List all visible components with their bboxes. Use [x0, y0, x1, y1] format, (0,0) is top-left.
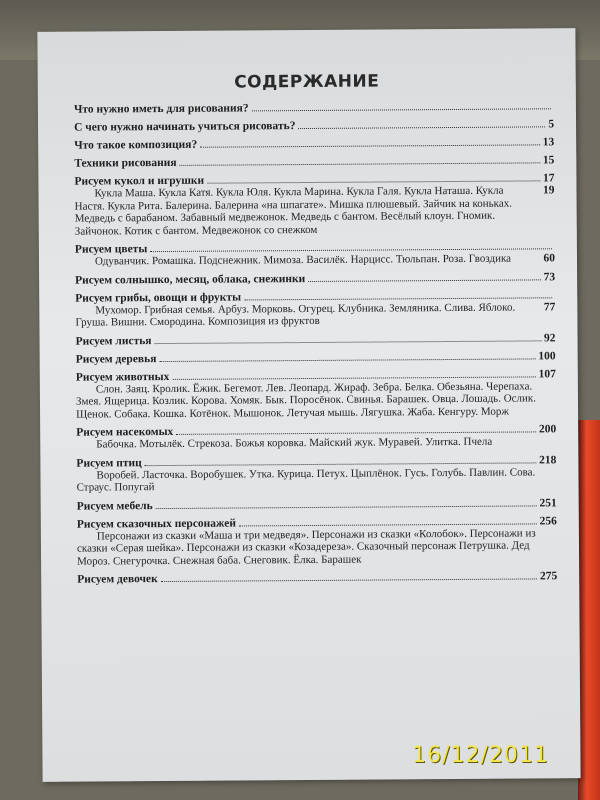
toc-heading-row [76, 350, 556, 365]
toc-body-row [77, 527, 557, 568]
toc-subitems: Бабочка. Мотылёк. Стрекоза. Божья коровка. Майский жук. Муравей. Улитка. Пчела [96, 435, 493, 451]
toc-heading: Рисуем сказочных персонажей [76, 517, 236, 531]
toc-heading-row [77, 570, 557, 585]
toc-heading: Рисуем насекомых [76, 425, 174, 439]
toc-entry [76, 350, 556, 365]
dot-leader [252, 108, 551, 111]
table-of-contents [74, 100, 557, 591]
toc-page-number: 107 [538, 367, 556, 380]
toc-heading-row [74, 100, 554, 115]
toc-subitems: Мухомор. Грибная семья. Арбуз. Морковь. Огурец. Клубника. Земляника. Слива. Яблоко. Груша. Вишни. Смородина. Композиция из фруктов [75, 301, 516, 329]
toc-entry [76, 454, 556, 494]
dot-leader [239, 523, 537, 526]
toc-page-number: 13 [542, 136, 555, 149]
toc-entry [75, 240, 555, 268]
page-title: СОДЕРЖАНИЕ [234, 71, 380, 93]
toc-entry [74, 118, 554, 133]
dot-leader [159, 358, 535, 362]
toc-heading-row [76, 332, 556, 347]
dot-leader [145, 462, 536, 466]
toc-page-number: 100 [538, 349, 556, 362]
toc-heading: Техники рисования [74, 156, 177, 170]
toc-subpage-number: 60 [543, 252, 556, 265]
toc-entry [77, 515, 557, 568]
toc-subitems: Слон. Заяц. Кролик. Ёжик. Бегемот. Лев. Леопард. Жираф. Зебра. Белка. Обезьяна. Черепаха. Змея. Ящерица. Козлик. Корова. Хомяк. Бык. Поросёнок. Свинья. Барашек. Овца. Лошадь. Ослик. Щенок. Собака. Кошка. Котёнок. Мышонок. Летучая мышь. Лягушка. Жаба. Кенгуру. Морж [75, 379, 537, 421]
toc-entry [77, 570, 557, 585]
toc-heading: Рисуем листья [75, 334, 152, 348]
toc-subpage-number: 77 [543, 300, 556, 313]
toc-subitems: Персонажи из сказки «Маша и три медведя». Персонажи из сказки «Колобок». Персонажи из сказки «Серая шейка». Персонажи из сказки «Козадереза». Сказочный персонаж Петрушка. Дед Мороз. Снегурочка. Снежная баба. Снеговик. Ёлка. Барашек [76, 526, 536, 568]
toc-body-row [75, 301, 555, 329]
toc-heading-row [74, 154, 554, 169]
toc-heading: Что такое композиция? [74, 138, 198, 152]
toc-entry [74, 172, 554, 237]
toc-page-number: 17 [542, 172, 555, 185]
toc-heading: Рисуем животных [75, 370, 170, 384]
dot-leader [172, 376, 535, 380]
dot-leader [150, 248, 552, 252]
toc-body-row [76, 380, 556, 421]
dot-leader [161, 578, 537, 582]
book-page [37, 28, 580, 782]
dot-leader [308, 279, 540, 282]
dot-leader [207, 180, 540, 183]
toc-entry [74, 154, 554, 169]
toc-entry [76, 332, 556, 347]
dot-leader [155, 340, 542, 344]
toc-heading-row [74, 136, 554, 151]
toc-heading: Рисуем грибы, овощи и фрукты [75, 290, 242, 305]
toc-subpage-number: 19 [542, 184, 555, 197]
toc-page-number: 251 [539, 496, 557, 509]
toc-entry [74, 100, 554, 115]
dot-leader [180, 162, 540, 166]
red-book-edge [578, 420, 600, 800]
toc-page-number: 218 [539, 453, 557, 466]
toc-page-number: 73 [543, 270, 556, 283]
toc-page-number: 275 [539, 570, 558, 583]
dot-leader [156, 505, 537, 509]
toc-heading: Рисуем солнышко, месяц, облака, снежинки [75, 272, 306, 287]
toc-page-number: 256 [539, 514, 557, 527]
dot-leader [298, 126, 545, 129]
dot-leader [200, 144, 539, 147]
toc-heading: Рисуем мебель [76, 499, 153, 513]
toc-body-row [75, 252, 555, 268]
toc-heading: Рисуем цветы [74, 243, 148, 256]
toc-body-row [74, 184, 554, 237]
toc-heading-row [74, 118, 554, 133]
toc-heading: Рисуем кукол и игрушки [74, 174, 205, 188]
date-stamp: 16/12/2011 [412, 743, 549, 768]
toc-body-row [76, 466, 556, 494]
toc-heading: Рисуем птиц [76, 456, 142, 470]
toc-page-number: 15 [542, 154, 555, 167]
toc-heading: Что нужно иметь для рисования? [73, 102, 249, 116]
toc-entry [74, 136, 554, 151]
toc-page-number: 5 [548, 118, 555, 131]
toc-body-row [76, 435, 556, 451]
dot-leader [244, 297, 552, 300]
toc-entry [77, 497, 557, 512]
toc-heading: Рисуем деревья [75, 352, 157, 366]
toc-entry [75, 271, 555, 286]
toc-subitems: Кукла Маша. Кукла Катя. Кукла Юля. Кукла Марина. Кукла Галя. Кукла Наташа. Кукла Настя. Кукла Рита. Балерина. Балерина «на шпагате». Мишка плюшевый. Зайчик на коньках. Медведь с барабаном. Забавный медвежонок. Медведь с бантом. Весёлый клоун. Гномик. Зайчонок. Котик с бантом. Медвежонок со снежком [74, 184, 513, 238]
toc-heading-row [75, 271, 555, 286]
toc-subitems: Одуванчик. Ромашка. Подснежник. Мимоза. Василёк. Нарцисс. Тюльпан. Роза. Гвоздика [94, 252, 512, 268]
toc-heading: С чего нужно начинать учиться рисовать? [74, 120, 296, 134]
dot-leader [176, 431, 536, 435]
toc-page-number: 200 [538, 423, 557, 436]
toc-entry [75, 289, 555, 329]
toc-entry [76, 423, 556, 451]
toc-heading-row [77, 497, 557, 512]
toc-entry [76, 368, 556, 421]
toc-subitems: Воробей. Ласточка. Воробушек. Утка. Курица. Петух. Цыплёнок. Гусь. Голубь. Павлин. Сова. Страус. Попугай [76, 465, 536, 494]
toc-heading: Рисуем девочек [77, 573, 158, 586]
toc-page-number: 92 [543, 331, 556, 344]
